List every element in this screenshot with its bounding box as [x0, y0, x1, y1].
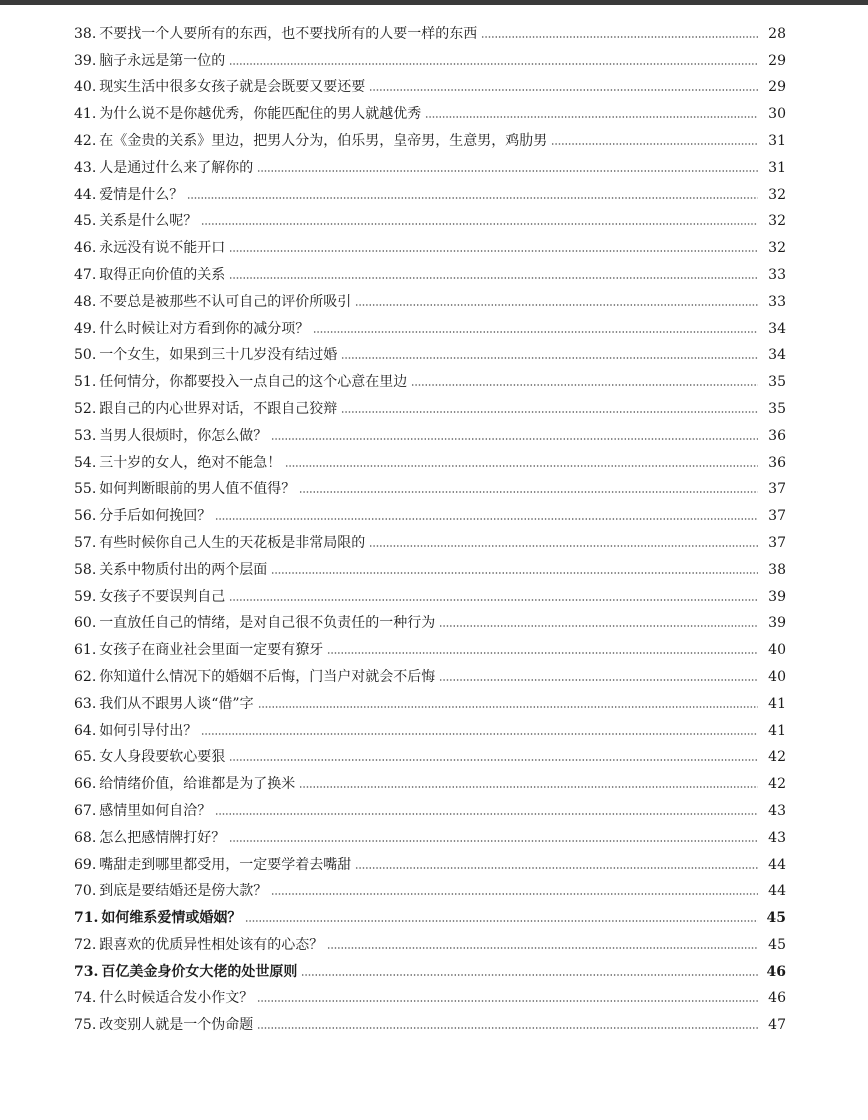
toc-entry-page-number: 37 [768, 508, 786, 525]
toc-entry-title: 分手后如何挽回？ [99, 508, 212, 525]
toc-entry[interactable] [74, 391, 786, 418]
toc-dot-leader [229, 62, 758, 66]
toc-entry[interactable] [74, 927, 786, 954]
toc-entry[interactable] [74, 257, 786, 284]
toc-entry-title: 你知道什么情况下的婚姻不后悔，门当户对就会不后悔 [99, 668, 436, 685]
toc-entry[interactable] [74, 150, 786, 177]
toc-entry-number: 63. [74, 695, 97, 712]
toc-dot-leader [257, 169, 758, 173]
toc-entry-number: 73. [74, 963, 99, 980]
toc-entry-title: 不要总是被那些不认可自己的评价所吸引 [99, 293, 352, 310]
toc-entry-number: 51. [74, 374, 97, 391]
toc-entry-page-number: 32 [768, 213, 786, 230]
toc-dot-leader [201, 732, 758, 736]
toc-dot-leader [201, 222, 758, 226]
toc-entry-page-number: 35 [768, 374, 786, 391]
toc-entry-title: 不要找一个人要所有的东西，也不要找所有的人要一样的东西 [99, 25, 478, 42]
toc-dot-leader [271, 437, 758, 441]
toc-entry-number: 68. [74, 829, 97, 846]
window-top-bar [0, 0, 868, 5]
toc-entry-number: 52. [74, 400, 97, 417]
toc-entry-number: 59. [74, 588, 97, 605]
toc-entry[interactable] [74, 498, 786, 525]
toc-entry[interactable] [74, 552, 786, 579]
toc-entry[interactable] [74, 766, 786, 793]
toc-entry-page-number: 44 [768, 856, 786, 873]
toc-entry[interactable] [74, 606, 786, 633]
toc-entry-number: 53. [74, 427, 97, 444]
toc-dot-leader [411, 383, 758, 387]
toc-dot-leader [229, 249, 758, 253]
toc-entry-number: 48. [74, 293, 97, 310]
toc-dot-leader [301, 973, 758, 977]
toc-entry-title: 感情里如何自洽？ [99, 802, 212, 819]
toc-dot-leader [439, 624, 758, 628]
toc-entry-number: 40. [74, 79, 97, 96]
toc-entry-page-number: 37 [768, 481, 786, 498]
toc-entry[interactable] [74, 713, 786, 740]
toc-entry[interactable] [74, 123, 786, 150]
toc-entry[interactable] [74, 659, 786, 686]
toc-entry-page-number: 33 [768, 293, 786, 310]
toc-entry-title: 如何引导付出？ [99, 722, 198, 739]
toc-dot-leader [215, 812, 758, 816]
toc-dot-leader [229, 276, 758, 280]
toc-dot-leader [327, 651, 758, 655]
toc-entry-number: 43. [74, 159, 97, 176]
toc-entry-page-number: 39 [768, 588, 786, 605]
toc-entry-number: 39. [74, 52, 97, 69]
toc-dot-leader [245, 919, 758, 923]
toc-entry[interactable] [74, 847, 786, 874]
toc-entry[interactable] [74, 793, 786, 820]
toc-entry-number: 69. [74, 856, 97, 873]
toc-entry-number: 55. [74, 481, 97, 498]
toc-entry-number: 44. [74, 186, 97, 203]
toc-dot-leader [187, 196, 758, 200]
toc-entry-page-number: 33 [768, 266, 786, 283]
toc-entry-number: 60. [74, 615, 97, 632]
toc-entry[interactable] [74, 632, 786, 659]
toc-dot-leader [258, 705, 758, 709]
toc-entry-number: 65. [74, 749, 97, 766]
toc-dot-leader [299, 490, 758, 494]
toc-entry-title: 怎么把感情牌打好？ [99, 829, 226, 846]
toc-entry[interactable] [74, 900, 786, 927]
toc-dot-leader [355, 866, 758, 870]
toc-entry-title: 跟自己的内心世界对话，不跟自己狡辩 [99, 400, 338, 417]
toc-entry-page-number: 43 [768, 802, 786, 819]
toc-dot-leader [229, 598, 758, 602]
toc-entry-title: 有些时候你自己人生的天花板是非常局限的 [99, 534, 366, 551]
toc-entry[interactable] [74, 204, 786, 231]
toc-entry-title: 百亿美金身价女大佬的处世原则 [101, 963, 298, 980]
toc-entry-number: 54. [74, 454, 97, 471]
toc-entry-title: 三十岁的女人，绝对不能急！ [99, 454, 282, 471]
toc-entry-title: 女孩子在商业社会里面一定要有獠牙 [99, 642, 324, 659]
toc-entry-number: 75. [74, 1017, 97, 1034]
toc-entry-title: 什么时候让对方看到你的减分项？ [99, 320, 310, 337]
toc-entry[interactable] [74, 740, 786, 767]
toc-entry-page-number: 29 [768, 52, 786, 69]
toc-entry[interactable] [74, 177, 786, 204]
toc-entry-page-number: 29 [768, 79, 786, 96]
toc-entry-page-number: 30 [768, 106, 786, 123]
toc-dot-leader [481, 35, 758, 39]
toc-entry[interactable] [74, 364, 786, 391]
toc-entry-number: 71. [74, 910, 99, 927]
toc-entry-page-number: 44 [768, 883, 786, 900]
toc-entry-page-number: 34 [768, 347, 786, 364]
toc-entry[interactable] [74, 445, 786, 472]
toc-entry-page-number: 32 [768, 240, 786, 257]
toc-entry[interactable] [74, 284, 786, 311]
toc-dot-leader [425, 115, 758, 119]
toc-entry-title: 人是通过什么来了解你的 [99, 159, 254, 176]
toc-entry[interactable] [74, 230, 786, 257]
toc-entry-number: 47. [74, 266, 97, 283]
toc-entry[interactable] [74, 874, 786, 901]
toc-entry-title: 到底是要结婚还是傍大款？ [99, 883, 268, 900]
toc-entry[interactable] [74, 820, 786, 847]
toc-entry-title: 关系是什么呢？ [99, 213, 198, 230]
toc-entry-title: 给情绪价值，给谁都是为了换米 [99, 776, 296, 793]
toc-entry[interactable] [74, 418, 786, 445]
toc-entry-title: 改变别人就是一个伪命题 [99, 1017, 254, 1034]
toc-entry-number: 41. [74, 106, 97, 123]
toc-entry-number: 38. [74, 25, 97, 42]
toc-entry-number: 56. [74, 508, 97, 525]
toc-entry-title: 我们从不跟男人谈“借”字 [99, 695, 254, 712]
toc-dot-leader [341, 410, 758, 414]
toc-entry-page-number: 47 [768, 1017, 786, 1034]
toc-entry-title: 如何维系爱情或婚姻？ [101, 910, 242, 927]
toc-entry-number: 62. [74, 668, 97, 685]
toc-entry-number: 61. [74, 642, 97, 659]
toc-dot-leader [257, 999, 758, 1003]
toc-entry[interactable] [74, 338, 786, 365]
toc-entry-page-number: 41 [768, 695, 786, 712]
toc-entry-page-number: 38 [768, 561, 786, 578]
toc-entry[interactable] [74, 70, 786, 97]
toc-entry-number: 66. [74, 776, 97, 793]
toc-entry-page-number: 46 [766, 963, 786, 980]
toc-dot-leader [439, 678, 758, 682]
toc-entry-page-number: 40 [768, 668, 786, 685]
toc-dot-leader [215, 517, 758, 521]
toc-dot-leader [355, 303, 758, 307]
toc-entry-page-number: 42 [768, 749, 786, 766]
toc-entry-title: 当男人很烦时，你怎么做？ [99, 427, 268, 444]
toc-dot-leader [285, 464, 758, 468]
toc-entry-title: 关系中物质付出的两个层面 [99, 561, 268, 578]
toc-entry-title: 在《金贵的关系》里边，把男人分为，伯乐男，皇帝男，生意男，鸡肋男 [99, 132, 548, 149]
toc-entry-title: 嘴甜走到哪里都受用，一定要学着去嘴甜 [99, 856, 352, 873]
toc-dot-leader [229, 758, 758, 762]
toc-entry-page-number: 45 [766, 910, 786, 927]
toc-entry-number: 64. [74, 722, 97, 739]
toc-dot-leader [229, 839, 758, 843]
toc-entry[interactable] [74, 525, 786, 552]
toc-entry-page-number: 45 [768, 936, 786, 953]
toc-entry-page-number: 46 [768, 990, 786, 1007]
toc-entry-number: 70. [74, 883, 97, 900]
toc-entry-number: 67. [74, 802, 97, 819]
toc-entry-page-number: 41 [768, 722, 786, 739]
toc-dot-leader [299, 785, 758, 789]
toc-entry[interactable] [74, 96, 786, 123]
toc-dot-leader [271, 571, 758, 575]
toc-entry-title: 女孩子不要误判自己 [99, 588, 226, 605]
toc-entry-page-number: 36 [768, 454, 786, 471]
toc-entry-title: 爱情是什么？ [99, 186, 184, 203]
toc-entry-title: 什么时候适合发小作文？ [99, 990, 254, 1007]
toc-dot-leader [271, 892, 758, 896]
toc-entry-page-number: 28 [768, 25, 786, 42]
toc-entry-page-number: 36 [768, 427, 786, 444]
toc-dot-leader [551, 142, 758, 146]
toc-dot-leader [257, 1026, 758, 1030]
toc-entry[interactable] [74, 1007, 786, 1034]
toc-dot-leader [341, 356, 758, 360]
toc-entry-title: 跟喜欢的优质异性相处该有的心态？ [99, 936, 324, 953]
toc-entry[interactable] [74, 954, 786, 981]
toc-entry-number: 57. [74, 534, 97, 551]
toc-entry-title: 取得正向价值的关系 [99, 266, 226, 283]
toc-entry-page-number: 31 [768, 132, 786, 149]
toc-entry-title: 女人身段要软心要狠 [99, 749, 226, 766]
toc-entry-title: 一个女生，如果到三十几岁没有结过婚 [99, 347, 338, 364]
toc-entry-page-number: 32 [768, 186, 786, 203]
toc-entry-title: 为什么说不是你越优秀，你能匹配住的男人就越优秀 [99, 106, 422, 123]
toc-entry-page-number: 39 [768, 615, 786, 632]
toc-dot-leader [369, 544, 758, 548]
toc-entry-page-number: 43 [768, 829, 786, 846]
toc-entry-title: 任何情分，你都要投入一点自己的这个心意在里边 [99, 374, 408, 391]
toc-entry-number: 45. [74, 213, 97, 230]
toc-entry[interactable] [74, 686, 786, 713]
toc-dot-leader [313, 330, 758, 334]
toc-entry-title: 一直放任自己的情绪，是对自己很不负责任的一种行为 [99, 615, 436, 632]
toc-entry[interactable] [74, 981, 786, 1008]
toc-entry-page-number: 35 [768, 400, 786, 417]
table-of-contents [74, 16, 786, 1034]
toc-entry-number: 50. [74, 347, 97, 364]
toc-entry-number: 49. [74, 320, 97, 337]
toc-entry[interactable] [74, 16, 786, 43]
toc-entry-number: 58. [74, 561, 97, 578]
toc-entry-number: 74. [74, 990, 97, 1007]
toc-dot-leader [327, 946, 758, 950]
toc-entry-number: 42. [74, 132, 97, 149]
toc-entry-page-number: 34 [768, 320, 786, 337]
toc-dot-leader [369, 88, 758, 92]
toc-entry-page-number: 42 [768, 776, 786, 793]
toc-entry-number: 46. [74, 240, 97, 257]
toc-entry-page-number: 37 [768, 534, 786, 551]
toc-entry-page-number: 40 [768, 642, 786, 659]
toc-entry-title: 永远没有说不能开口 [99, 240, 226, 257]
toc-entry[interactable] [74, 311, 786, 338]
toc-entry-title: 脑子永远是第一位的 [99, 52, 226, 69]
toc-entry-page-number: 31 [768, 159, 786, 176]
toc-entry-number: 72. [74, 936, 97, 953]
toc-entry[interactable] [74, 43, 786, 70]
toc-entry[interactable] [74, 579, 786, 606]
toc-entry-title: 现实生活中很多女孩子就是会既要又要还要 [99, 79, 366, 96]
toc-entry-title: 如何判断眼前的男人值不值得？ [99, 481, 296, 498]
toc-entry[interactable] [74, 472, 786, 499]
